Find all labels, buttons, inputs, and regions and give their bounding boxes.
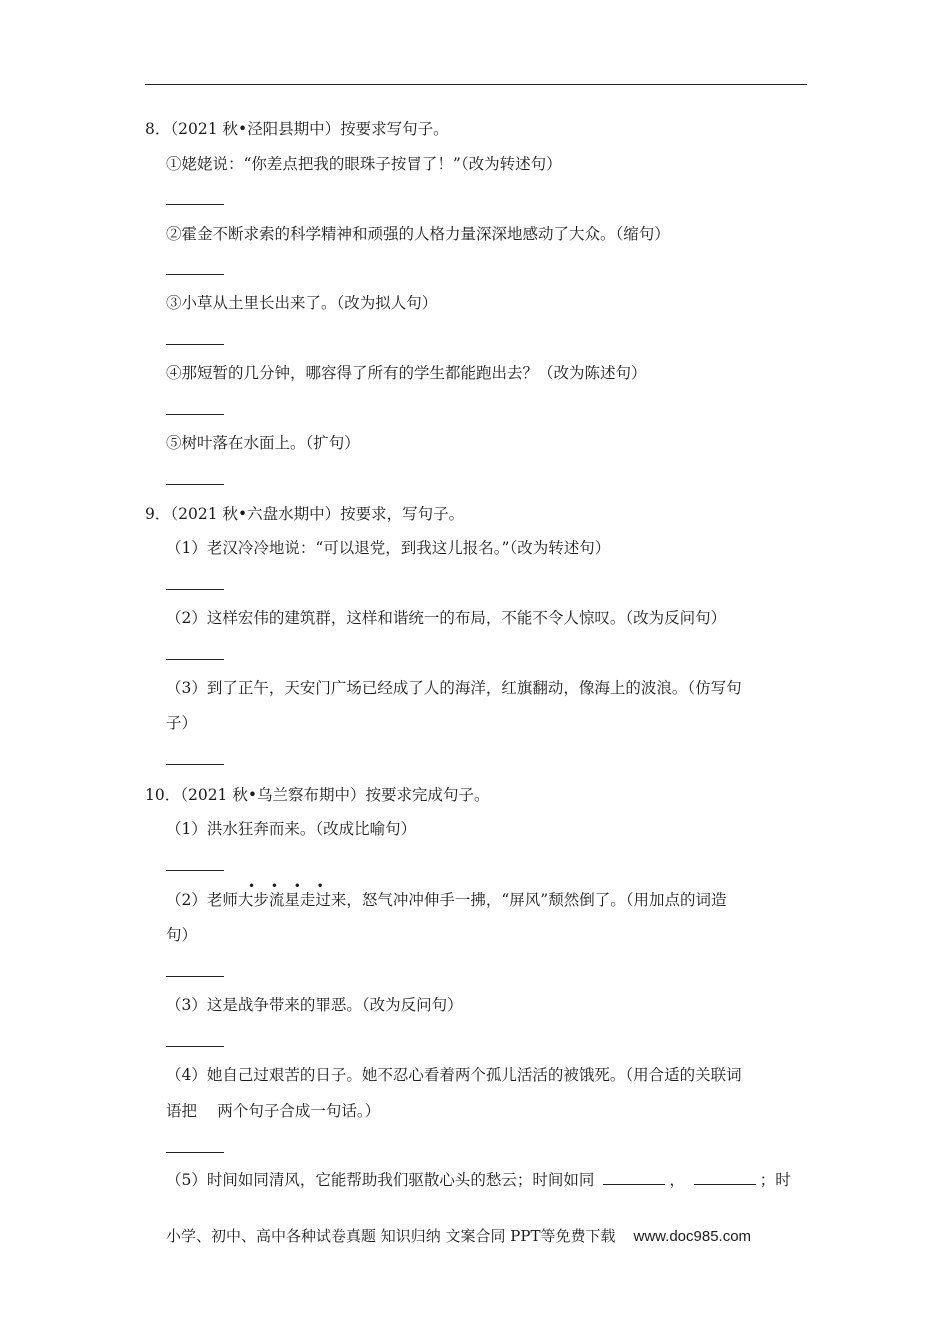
q10-item-2-cont: 句）: [166, 926, 198, 944]
answer-blank[interactable]: [166, 764, 224, 765]
q9-item-1: （1）老汉冷冷地说：“可以退党，到我这儿报名。”（改为转述句）: [166, 539, 611, 557]
q9-item-3-cont: 子）: [166, 714, 198, 732]
answer-blank[interactable]: [166, 589, 224, 590]
q10-item-1: （1）洪水狂奔而来。（改成比喻句）: [166, 820, 417, 838]
comma: ，: [669, 1171, 685, 1189]
answer-blank[interactable]: [166, 344, 224, 345]
q9-item-3: （3）到了正午，天安门广场已经成了人的海洋，红旗翻动，像海上的波浪。（仿写句: [166, 679, 742, 697]
q8-item-4: ④那短暂的几分钟，哪容得了所有的学生都能跑出去？（改为陈述句）: [166, 364, 647, 382]
answer-blank[interactable]: [166, 414, 224, 415]
answer-blank[interactable]: [166, 274, 224, 275]
answer-blank[interactable]: [166, 659, 224, 660]
header-rule: [145, 84, 807, 85]
q10-item-5-text: （5）时间如同清风，它能帮助我们驱散心头的愁云；时间如同: [166, 1171, 595, 1189]
emphasis-dots: • • • •: [248, 879, 330, 893]
inline-answer-blank[interactable]: [603, 1170, 665, 1185]
q8-item-1: ①姥姥说：“你差点把我的眼珠子按冒了！”（改为转述句）: [166, 155, 562, 173]
q10-item-5-tail: ；时: [759, 1171, 791, 1189]
q10-item-4: （4）她自己过艰苦的日子。她不忍心看着两个孤儿活活的被饿死。（用合适的关联词: [166, 1066, 742, 1084]
answer-blank[interactable]: [166, 484, 224, 485]
q10-item-4-cont: 语把 两个句子合成一句话。）: [166, 1102, 381, 1120]
answer-blank[interactable]: [166, 870, 224, 871]
inline-answer-blank[interactable]: [694, 1170, 756, 1185]
q8-item-5: ⑤树叶落在水面上。（扩句）: [166, 434, 360, 452]
q8-item-2: ②霍金不断求索的科学精神和顽强的人格力量深深地感动了大众。（缩句）: [166, 225, 670, 243]
question-10-heading: 10．（2021 秋•乌兰察布期中）按要求完成句子。: [145, 786, 490, 804]
q8-item-3: ③小草从土里长出来了。（改为拟人句）: [166, 294, 438, 312]
question-8-heading: 8．（2021 秋•泾阳县期中）按要求写句子。: [145, 120, 449, 138]
answer-blank[interactable]: [166, 1152, 224, 1153]
answer-blank[interactable]: [166, 204, 224, 205]
footer-url[interactable]: www.doc985.com: [633, 1228, 752, 1245]
question-9-heading: 9．（2021 秋•六盘水期中）按要求，写句子。: [145, 505, 465, 523]
footer-text: 小学、初中、高中各种试卷真题 知识归纳 文案合同 PPT等免费下载: [166, 1227, 616, 1245]
q9-item-2: （2）这样宏伟的建筑群，这样和谐统一的布局，不能不令人惊叹。（改为反问句）: [166, 609, 727, 627]
q10-item-2: （2）老师大步流星走过来，怒气冲冲伸手一拂，“屏风”颓然倒了。（用加点的词造: [166, 891, 727, 909]
answer-blank[interactable]: [166, 976, 224, 977]
q10-item-5: [166, 1170, 791, 1190]
q10-item-3: （3）这是战争带来的罪恶。（改为反问句）: [166, 996, 463, 1014]
answer-blank[interactable]: [166, 1046, 224, 1047]
footer: [166, 1226, 751, 1247]
